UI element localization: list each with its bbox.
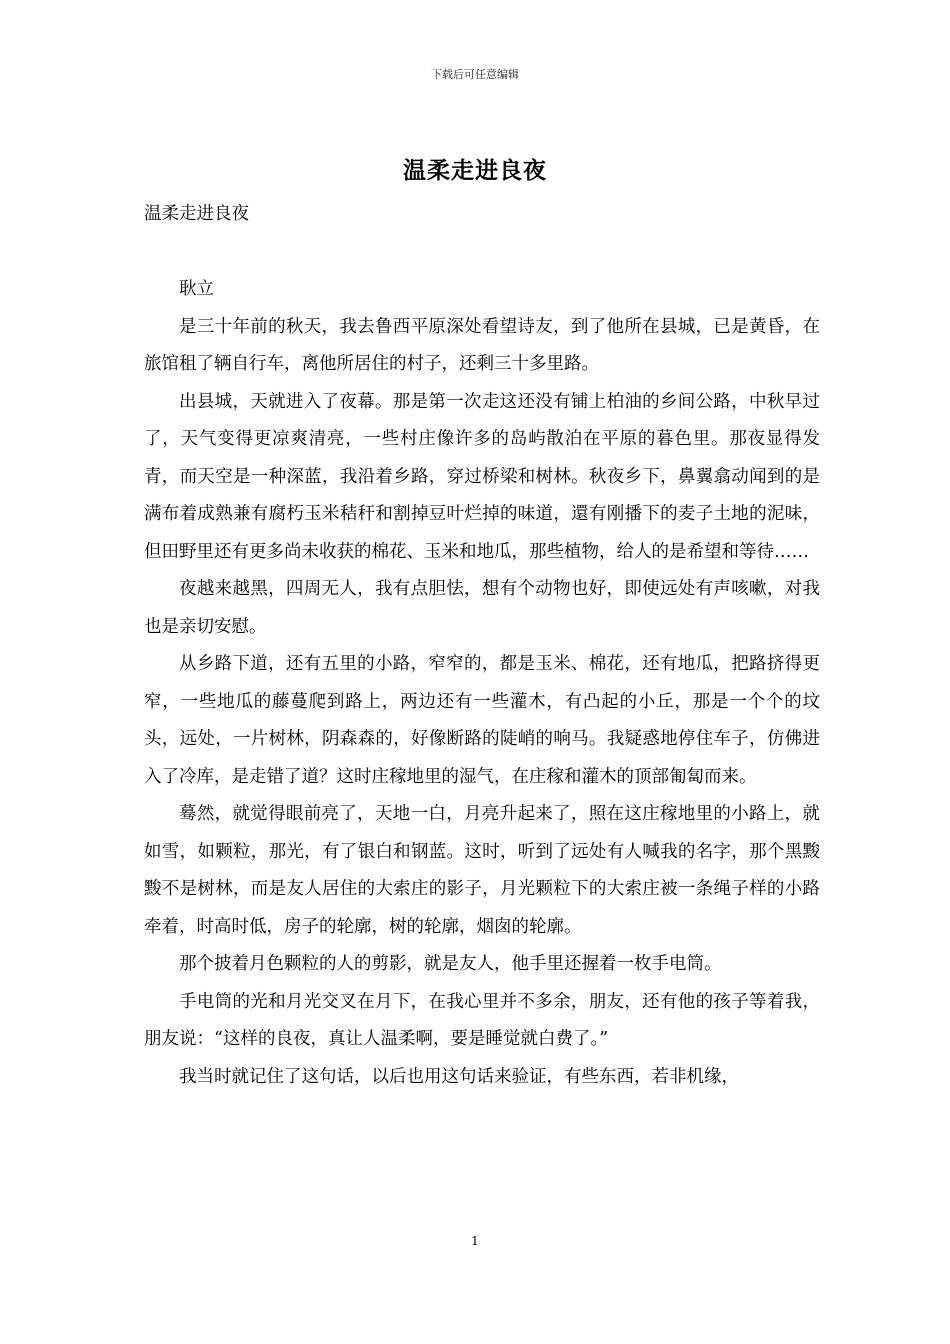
header-note: 下载后可任意编辑 (431, 68, 519, 81)
paragraph: 我当时就记住了这句话，以后也用这句话来验证，有些东西，若非机缘， (179, 1066, 739, 1087)
paragraph: 那个披着月色颗粒的人的剪影，就是友人，他手里还握着一枚手电筒。 (179, 954, 722, 974)
paragraph: 从乡路下道，还有五里的小路，窄窄的，都是玉米、棉花，还有地瓜，把路挤得更窄，一些地瓜的藤蔓爬到路上，两边还有一些灌木，有凸起的小丘，那是一个个的坟头，远处，一片树林，阴森森的，好像断路的陡峭的响马。我疑惑地停住车子，仿佛进入了冷库，是走错了道？这时庄稼地里的湿气，在庄稼和灌木的顶部匍匐而来。 (144, 654, 820, 787)
document-title: 温柔走进良夜 (403, 157, 547, 184)
author-line: 耿立 (179, 279, 214, 299)
page-number: 1 (471, 1234, 479, 1248)
document-subtitle: 温柔走进良夜 (144, 204, 249, 224)
paragraph: 是三十年前的秋天，我去鲁西平原深处看望诗友，到了他所在县城，已是黄昏，在旅馆租了辆自行车，离他所居住的村子，还剩三十多里路。 (144, 316, 820, 374)
paragraph: 蓦然，就觉得眼前亮了，天地一白，月亮升起来了，照在这庄稼地里的小路上，就如雪，如颗粒，那光，有了银白和钢蓝。这时，听到了远处有人喊我的名字，那个黑黢黢不是树林，而是友人居住的大索庄的影子，月光颗粒下的大索庄被一条绳子样的小路牵着，时高时低，房子的轮廓，树的轮廓，烟囱的轮廓。 (144, 804, 820, 937)
document-body (144, 196, 820, 1096)
paragraph: 手电筒的光和月光交叉在月下，在我心里并不多余，朋友，还有他的孩子等着我，朋友说：“这样的良夜，真让人温柔啊，要是睡觉就白费了。” (144, 991, 820, 1049)
paragraph: 出县城，天就进入了夜幕。那是第一次走这还没有铺上柏油的乡间公路，中秋早过了，天气变得更凉爽清亮，一些村庄像许多的岛屿散泊在平原的暮色里。那夜显得发青，而天空是一种深蓝，我沿着乡路，穿过桥梁和树林。秋夜乡下，鼻翼翕动闻到的是满布着成熟兼有腐朽玉米秸秆和割掉豆叶烂掉的味道，還有刚播下的麦子土地的泥味，但田野里还有更多尚未收获的棉花、玉米和地瓜，那些植物，给人的是希望和等待…… (144, 391, 820, 562)
paragraph: 夜越来越黑，四周无人，我有点胆怯，想有个动物也好，即使远处有声咳嗽，对我也是亲切安慰。 (144, 579, 820, 637)
